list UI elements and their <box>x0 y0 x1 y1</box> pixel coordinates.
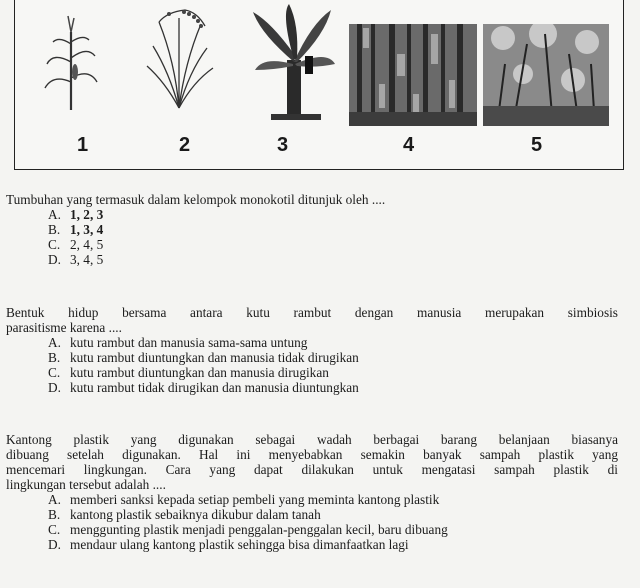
figure-label-2: 2 <box>179 134 191 156</box>
question-2 <box>6 305 618 395</box>
figure-label-1: 1 <box>77 134 89 156</box>
corn-plant-image <box>41 12 101 112</box>
question-2-option-a[interactable]: A. kutu rambut dan manusia sama-sama untung <box>48 335 308 350</box>
question-3-option-d[interactable]: D. mendaur ulang kantong plastik sehingga bisa dimanfaatkan lagi <box>48 537 409 552</box>
question-2-option-c[interactable]: C. kutu rambut diuntungkan dan manusia dirugikan <box>48 365 329 380</box>
question-1-stem: Tumbuhan yang termasuk dalam kelompok monokotil ditunjuk oleh .... <box>6 192 386 207</box>
question-3-stem-line-1: Kantong plastik yang digunakan sebagai wadah berbagai barang belanjaan biasanya <box>6 432 618 447</box>
banana-plant-image <box>251 4 337 122</box>
bamboo-photo-image <box>349 24 477 126</box>
figure-label-5: 5 <box>531 134 543 156</box>
question-2-stem-line-1: Bentuk hidup bersama antara kutu rambut dengan manusia merupakan simbiosis <box>6 305 618 320</box>
question-3-stem-line-3: mencemari lingkungan. Cara yang dapat dilakukan untuk mengatasi sampah plastik di <box>6 462 618 477</box>
question-3 <box>6 432 618 552</box>
question-2-stem-line-2: parasitisme karena .... <box>6 320 122 335</box>
question-3-option-b[interactable]: B. kantong plastik sebaiknya dikubur dalam tanah <box>48 507 321 522</box>
question-2-option-d[interactable]: D. kutu rambut tidak dirugikan dan manusia diuntungkan <box>48 380 359 395</box>
question-1-option-b[interactable]: B. 1, 3, 4 <box>48 222 104 237</box>
question-1-option-c[interactable]: C. 2, 4, 5 <box>48 237 104 252</box>
question-3-option-c[interactable]: C. menggunting plastik menjadi penggalan-penggalan kecil, baru dibuang <box>48 522 448 537</box>
question-3-stem-line-4: lingkungan tersebut adalah .... <box>6 477 166 492</box>
figure-label-3: 3 <box>277 134 289 156</box>
question-1-option-a[interactable]: A. 1, 2, 3 <box>48 207 104 222</box>
plant-figure <box>14 0 624 170</box>
question-1 <box>6 192 618 267</box>
figure-label-4: 4 <box>403 134 415 156</box>
forest-photo-image <box>483 24 609 126</box>
question-3-option-a[interactable]: A. memberi sanksi kepada setiap pembeli yang meminta kantong plastik <box>48 492 440 507</box>
question-1-option-d[interactable]: D. 3, 4, 5 <box>48 252 104 267</box>
question-3-stem-line-2: dibuang setelah digunakan. Hal ini menyebabkan semakin banyak sampah plastik yang <box>6 447 618 462</box>
question-2-option-b[interactable]: B. kutu rambut diuntungkan dan manusia tidak dirugikan <box>48 350 359 365</box>
rice-plant-image <box>139 2 219 112</box>
